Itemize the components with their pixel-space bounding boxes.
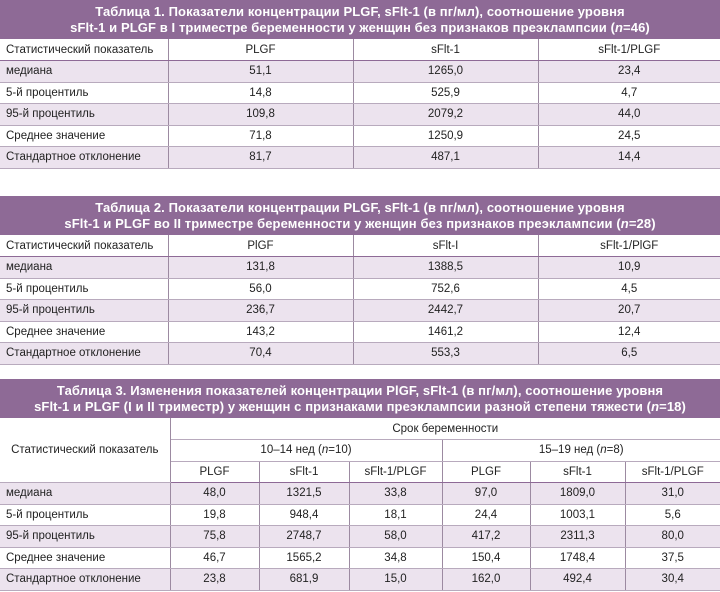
table-1 <box>0 0 720 169</box>
table-cell: 1321,5 <box>259 483 349 505</box>
row-label: медиана <box>0 61 168 83</box>
table-cell: 525,9 <box>353 82 538 104</box>
table-cell: 1003,1 <box>530 504 625 526</box>
column-header: sFlt-1/PLGF <box>538 39 720 61</box>
table-cell: 18,1 <box>349 504 442 526</box>
row-label: 95-й процентиль <box>0 526 170 548</box>
term-header: Срок беременности <box>170 418 720 440</box>
table-3-title-n-value: =18) <box>659 399 686 414</box>
table-cell: 81,7 <box>168 147 353 169</box>
table-row <box>0 526 720 548</box>
row-label: Среднее значение <box>0 547 170 569</box>
table-cell: 71,8 <box>168 125 353 147</box>
table-cell: 75,8 <box>170 526 259 548</box>
table-cell: 30,4 <box>625 569 720 591</box>
table-cell: 58,0 <box>349 526 442 548</box>
table-2-title <box>0 196 720 235</box>
table-cell: 1250,9 <box>353 125 538 147</box>
column-header: PLGF <box>168 39 353 61</box>
table-1-title <box>0 0 720 39</box>
table-2-title-line-2-text: sFlt-1 и PLGF во II триместре беременности у женщин без признаков преэклампсии ( <box>64 216 621 231</box>
table-cell: 948,4 <box>259 504 349 526</box>
table-1-title-line-2 <box>8 20 712 36</box>
row-label: 5-й процентиль <box>0 504 170 526</box>
table-cell: 150,4 <box>442 547 530 569</box>
table-cell: 33,8 <box>349 483 442 505</box>
group-header-n-value: =10) <box>328 444 352 457</box>
table-cell: 1265,0 <box>353 61 538 83</box>
table-row <box>0 483 720 505</box>
group-header-n-value: =8) <box>606 444 624 457</box>
row-label: медиана <box>0 483 170 505</box>
table-cell: 37,5 <box>625 547 720 569</box>
table-cell: 2311,3 <box>530 526 625 548</box>
table-cell: 4,5 <box>538 278 720 300</box>
table-cell: 97,0 <box>442 483 530 505</box>
row-label: 95-й процентиль <box>0 104 168 126</box>
column-header: sFlt-1 <box>353 39 538 61</box>
table-cell: 23,4 <box>538 61 720 83</box>
table-2 <box>0 196 720 365</box>
table-2-grid <box>0 235 720 365</box>
group-header-text: 15–19 нед ( <box>538 444 601 457</box>
group-header-15-19 <box>442 440 720 462</box>
table-2-title-n-value: =28) <box>628 216 656 231</box>
column-header: PLGF <box>442 461 530 483</box>
table-cell: 5,6 <box>625 504 720 526</box>
table-cell: 109,8 <box>168 104 353 126</box>
table-2-title-n: n <box>620 216 629 231</box>
column-header: sFlt-1 <box>530 461 625 483</box>
table-cell: 131,8 <box>168 257 353 279</box>
group-header-text: 10–14 нед ( <box>260 444 322 457</box>
table-row <box>0 82 720 104</box>
table-2-header-row <box>0 235 720 257</box>
column-header: PLGF <box>170 461 259 483</box>
table-1-title-n: n <box>615 20 624 35</box>
group-header-n: n <box>321 444 329 457</box>
group-header-n: n <box>600 444 607 457</box>
table-cell: 44,0 <box>538 104 720 126</box>
row-label: Стандартное отклонение <box>0 147 168 169</box>
row-label: медиана <box>0 257 168 279</box>
table-cell: 23,8 <box>170 569 259 591</box>
row-label: Среднее значение <box>0 321 168 343</box>
table-row <box>0 343 720 365</box>
table-3 <box>0 379 720 591</box>
column-header: sFlt-1/PLGF <box>625 461 720 483</box>
table-cell: 1461,2 <box>353 321 538 343</box>
table-row <box>0 278 720 300</box>
table-3-grid <box>0 418 720 591</box>
table-cell: 417,2 <box>442 526 530 548</box>
table-row <box>0 547 720 569</box>
table-3-title-n: n <box>651 399 660 414</box>
table-cell: 15,0 <box>349 569 442 591</box>
table-3-title-line-2-text: sFlt-1 и PLGF (I и II триместр) у женщин с признаками преэклампсии разной степени тяжести ( <box>34 399 652 414</box>
table-cell: 143,2 <box>168 321 353 343</box>
table-cell: 1809,0 <box>530 483 625 505</box>
table-cell: 20,7 <box>538 300 720 322</box>
table-3-title <box>0 379 720 418</box>
row-label: 95-й процентиль <box>0 300 168 322</box>
table-row <box>0 504 720 526</box>
table-cell: 2442,7 <box>353 300 538 322</box>
table-cell: 4,7 <box>538 82 720 104</box>
column-header: Статистический показатель <box>0 418 170 483</box>
table-cell: 236,7 <box>168 300 353 322</box>
table-2-title-line-2 <box>8 216 712 232</box>
table-1-grid <box>0 39 720 169</box>
table-cell: 6,5 <box>538 343 720 365</box>
row-label: 5-й процентиль <box>0 82 168 104</box>
table-row <box>0 61 720 83</box>
table-cell: 752,6 <box>353 278 538 300</box>
table-cell: 24,4 <box>442 504 530 526</box>
table-cell: 51,1 <box>168 61 353 83</box>
table-cell: 492,4 <box>530 569 625 591</box>
column-header: sFlt-1/PlGF <box>538 235 720 257</box>
row-label: Стандартное отклонение <box>0 569 170 591</box>
table-1-title-line-1: Таблица 1. Показатели концентрации PLGF, sFlt-1 (в пг/мл), соотношение уровня <box>95 4 625 19</box>
table-cell: 487,1 <box>353 147 538 169</box>
column-header: sFlt-1 <box>259 461 349 483</box>
table-cell: 48,0 <box>170 483 259 505</box>
table-cell: 24,5 <box>538 125 720 147</box>
table-row <box>0 257 720 279</box>
table-row <box>0 147 720 169</box>
table-cell: 681,9 <box>259 569 349 591</box>
table-row <box>0 569 720 591</box>
table-cell: 2079,2 <box>353 104 538 126</box>
table-cell: 31,0 <box>625 483 720 505</box>
table-cell: 1388,5 <box>353 257 538 279</box>
table-row <box>0 300 720 322</box>
table-cell: 14,4 <box>538 147 720 169</box>
column-header: Статистический показатель <box>0 39 168 61</box>
table-cell: 56,0 <box>168 278 353 300</box>
table-1-title-line-2-text: sFlt-1 и PLGF в I триместре беременности у женщин без признаков преэклампсии ( <box>70 20 615 35</box>
table-cell: 1748,4 <box>530 547 625 569</box>
table-cell: 10,9 <box>538 257 720 279</box>
table-cell: 12,4 <box>538 321 720 343</box>
column-header: PlGF <box>168 235 353 257</box>
table-2-title-line-1: Таблица 2. Показатели концентрации PLGF, sFlt-1 (в пг/мл), соотношение уровня <box>95 200 625 215</box>
table-3-title-line-2 <box>8 399 712 415</box>
table-cell: 14,8 <box>168 82 353 104</box>
table-3-title-line-1: Таблица 3. Изменения показателей концентрации PlGF, sFlt-1 (в пг/мл), соотношение уровня <box>56 383 664 398</box>
table-cell: 80,0 <box>625 526 720 548</box>
column-header: Статистический показатель <box>0 235 168 257</box>
row-label: 5-й процентиль <box>0 278 168 300</box>
table-row <box>0 104 720 126</box>
table-cell: 19,8 <box>170 504 259 526</box>
row-label: Среднее значение <box>0 125 168 147</box>
column-header: sFlt-I <box>353 235 538 257</box>
table-1-header-row <box>0 39 720 61</box>
row-label: Стандартное отклонение <box>0 343 168 365</box>
table-3-header-row-1 <box>0 418 720 440</box>
table-cell: 70,4 <box>168 343 353 365</box>
table-cell: 553,3 <box>353 343 538 365</box>
group-header-10-14 <box>170 440 442 462</box>
column-header: sFlt-1/PLGF <box>349 461 442 483</box>
table-cell: 162,0 <box>442 569 530 591</box>
table-cell: 46,7 <box>170 547 259 569</box>
table-cell: 1565,2 <box>259 547 349 569</box>
table-1-title-n-value: =46) <box>623 20 650 35</box>
table-row <box>0 321 720 343</box>
table-cell: 2748,7 <box>259 526 349 548</box>
table-row <box>0 125 720 147</box>
table-cell: 34,8 <box>349 547 442 569</box>
